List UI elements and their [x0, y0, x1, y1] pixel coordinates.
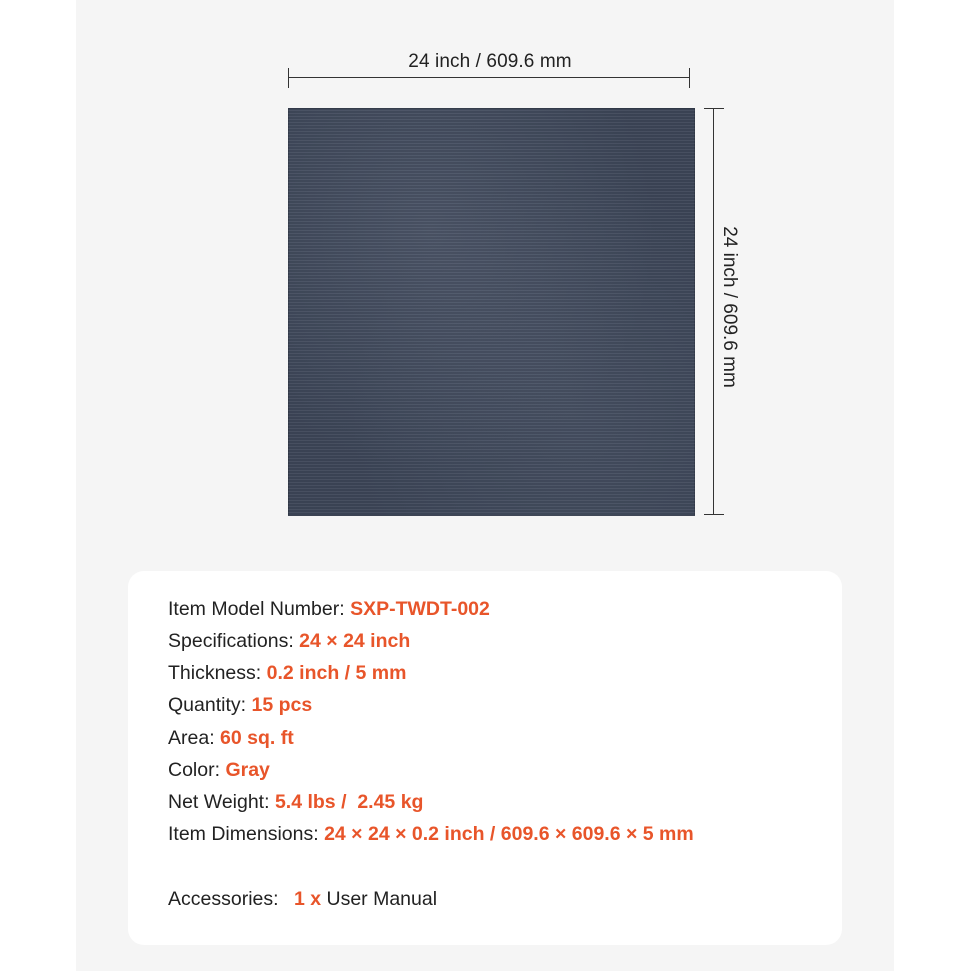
accessories-item: User Manual — [326, 888, 438, 910]
spec-row-item-dimensions — [168, 823, 694, 846]
spec-label: Quantity: — [168, 694, 247, 716]
spec-row-accessories — [168, 888, 437, 911]
spec-label: Net Weight: — [168, 791, 270, 813]
spec-value: 0.2 inch / 5 mm — [266, 662, 407, 684]
spec-row-quantity — [168, 694, 312, 717]
spec-value: Gray — [225, 759, 270, 781]
spec-label: Item Model Number: — [168, 598, 345, 620]
spec-label: Specifications: — [168, 630, 294, 652]
spec-row-specifications — [168, 630, 410, 653]
spec-value: 15 pcs — [251, 694, 313, 716]
height-dimension-tick-bottom — [704, 514, 724, 515]
spec-value: 24 × 24 inch — [299, 630, 411, 652]
spec-value: 60 sq. ft — [220, 727, 294, 749]
spec-label: Item Dimensions: — [168, 823, 319, 845]
spec-row-thickness — [168, 662, 406, 685]
width-dimension-tick-left — [288, 68, 289, 88]
height-dimension-tick-top — [704, 108, 724, 109]
spec-label: Area: — [168, 727, 215, 749]
spec-value: 24 × 24 × 0.2 inch / 609.6 × 609.6 × 5 mm — [324, 823, 694, 845]
height-dimension-line — [713, 108, 714, 515]
spec-value: SXP-TWDT-002 — [350, 598, 490, 620]
spec-row-area — [168, 727, 294, 750]
width-dimension-line — [289, 77, 690, 78]
spec-row-color — [168, 759, 270, 782]
width-dimension-label: 24 inch / 609.6 mm — [408, 51, 572, 72]
height-dimension-label: 24 inch / 609.6 mm — [719, 226, 740, 388]
spec-label: Color: — [168, 759, 221, 781]
width-dimension-tick-right — [689, 68, 690, 88]
spec-row-net-weight — [168, 791, 423, 814]
carpet-tile-image — [288, 108, 695, 516]
spec-label: Thickness: — [168, 662, 262, 684]
spec-value: 5.4 lbs / 2.45 kg — [274, 791, 424, 813]
spec-row-model — [168, 598, 490, 621]
accessories-quantity: 1 x — [293, 888, 322, 910]
accessories-label: Accessories: — [168, 888, 279, 910]
